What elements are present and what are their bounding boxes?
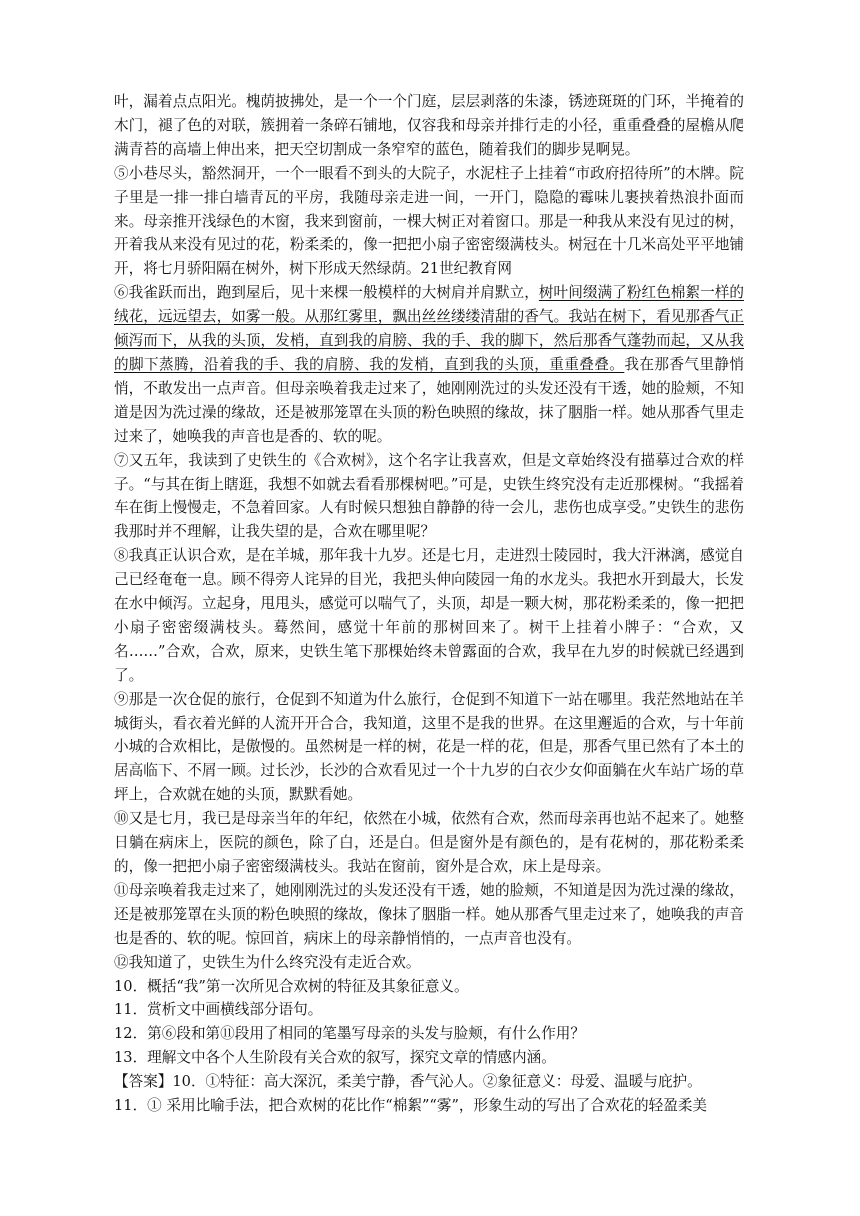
- paragraph-text: 13．理解文中各个人生阶段有关合欢的叙写，探究文章的情感内涵。: [114, 1049, 556, 1067]
- paragraph-q12: [114, 1022, 744, 1046]
- paragraph-p9: [114, 688, 744, 808]
- underlined-text: 树叶间缀满了粉红色棉絮一样的绒花，远远望去，如雾一般。从那红雾里，飘出丝丝缕缕清甜的香气。我站在树下，看见那香气正倾泻而下，从我的头顶，发梢，直到我的肩膀、我的手、我的脚下，然后那香气蓬勃而起，又从我的脚下蒸腾，沿着我的手、我的肩膀、我的发梢，直到我的头顶，重重叠叠。: [114, 284, 744, 373]
- paragraph-text: ⑥我雀跃而出，跑到屋后，见十来棵一般模样的大树肩并肩默立，: [114, 284, 539, 302]
- document-page: [114, 90, 744, 1118]
- paragraph-text: 10．概括“我”第一次所见合欢树的特征及其象征意义。: [114, 977, 469, 995]
- paragraph-text: ⑨那是一次仓促的旅行，仓促到不知道为什么旅行，仓促到不知道下一站在哪里。我茫然地站在羊城街头，看衣着光鲜的人流开开合合，我知道，这里不是我的世界。在这里邂逅的合欢，与十年前小城的合欢相比，是傲慢的。虽然树是一样的树，花是一样的花，但是，那香气里已然有了本土的居高临下、不屑一顾。过长沙，长沙的合欢看见过一个十九岁的白衣少女仰面躺在火车站广场的草坪上，合欢就在她的头顶，默默看她。: [114, 690, 744, 804]
- paragraph-q11: [114, 998, 744, 1022]
- paragraph-q10: [114, 975, 744, 999]
- paragraph-p11: [114, 879, 744, 951]
- paragraph-p4-tail: [114, 90, 744, 162]
- paragraph-text: 12．第⑥段和第⑪段用了相同的笔墨写母亲的头发与脸颊，有什么作用？: [114, 1025, 585, 1043]
- paragraph-p7: [114, 449, 744, 545]
- paragraph-ans10: [114, 1070, 744, 1094]
- paragraph-q13: [114, 1046, 744, 1070]
- paragraph-p6: [114, 281, 744, 448]
- paragraph-p8: [114, 544, 744, 687]
- paragraph-text: ⑪母亲唤着我走过来了，她刚刚洗过的头发还没有干透，她的脸颊，不知道是因为洗过澡的缘故，还是被那笼罩在头顶的粉色映照的缘故，像抹了胭脂一样。她从那香气里走过来了，她唤我的声音也是香的、软的呢。惊回首，病床上的母亲静悄悄的，一点声音也没有。: [114, 881, 744, 947]
- paragraph-p12: [114, 951, 744, 975]
- paragraph-text: 叶，漏着点点阳光。槐荫披拂处，是一个一个门庭，层层剥落的朱漆，锈迹斑斑的门环，半掩着的木门，褪了色的对联，簇拥着一条碎石铺地，仅容我和母亲并排行走的小径，重重叠叠的屋檐从爬满青苔的高墙上伸出来，把天空切割成一条窄窄的蓝色，随着我们的脚步晃啊晃。: [114, 93, 744, 158]
- paragraph-text: 我在那香气里静悄悄，不敢发出一点声音。但母亲唤着我走过来了，她刚刚洗过的头发还没有干透，她的脸颊，不知道是因为洗过澡的缘故，还是被那笼罩在头顶的粉色映照的缘故，抹了胭脂一样。她从那香气里走过来了，她唤我的声音也是香的、软的呢。: [114, 355, 744, 445]
- paragraph-p5: [114, 162, 744, 282]
- paragraph-text: ⑦又五年，我读到了史铁生的《合欢树》，这个名字让我喜欢，但是文章始终没有描摹过合欢的样子。“与其在街上瞎逛，我想不如就去看看那棵树吧。”可是，史铁生终究没有走近那棵树。“我摇着车在街上慢慢走，不急着回家。人有时候只想独自静静的待一会儿，悲伤也成享受。”史铁生的悲伤我那时并不理解，让我失望的是，合欢在哪里呢？: [114, 451, 744, 541]
- paragraph-text: ⑧我真正认识合欢，是在羊城，那年我十九岁。还是七月，走进烈士陵园时，我大汗淋漓，感觉自己已经奄奄一息。顾不得旁人诧异的目光，我把头伸向陵园一角的水龙头。我把水开到最大，长发在水中倾泻。立起身，甩甩头，感觉可以喘气了，头顶，却是一颗大树，那花粉柔柔的，像一把把小扇子密密缀满枝头。蓦然间，感觉十年前的那树回来了。树干上挂着小牌子：“合欢，又名……”合欢，合欢，原来，史铁生笔下那棵始终未曾露面的合欢，我早在九岁的时候就已经遇到了。: [114, 547, 744, 684]
- paragraph-ans11: [114, 1094, 744, 1118]
- paragraph-text: 11．① 采用比喻手法，把合欢树的花比作“棉絮”“雾”，形象生动的写出了合欢花的轻盈柔美: [114, 1097, 708, 1115]
- paragraph-text: ⑫我知道了，史铁生为什么终究没有走近合欢。: [114, 953, 421, 971]
- paragraph-text: 【答案】10．①特征：高大深沉，柔美宁静，香气沁人。②象征意义：母爱、温暖与庇护。: [114, 1073, 702, 1091]
- paragraph-text: ⑤小巷尽头，豁然洞开，一个一眼看不到头的大院子，水泥柱子上挂着“市政府招待所”的木牌。院子里是一排一排白墙青瓦的平房，我随母亲走进一间，一开门，隐隐的霉味儿裹挟着热浪扑面而来。母亲推开浅绿色的木窗，我来到窗前，一棵大树正对着窗口。那是一种我从来没有见过的树，开着我从来没有见过的花，粉柔柔的，像一把把小扇子密密缀满枝头。树冠在十几米高处平平地铺开，将七月骄阳隔在树外，树下形成天然绿荫。21世纪教育网: [114, 164, 744, 278]
- paragraph-text: 11．赏析文中画横线部分语句。: [114, 1001, 323, 1019]
- paragraph-text: ⑩又是七月，我已是母亲当年的年纪，依然在小城，依然有合欢，然而母亲再也站不起来了。她整日躺在病床上，医院的颜色，除了白，还是白。但是窗外是有颜色的，是有花树的，那花粉柔柔的，像一把把小扇子密密缀满枝头。我站在窗前，窗外是合欢，床上是母亲。: [114, 810, 744, 875]
- paragraph-p10: [114, 807, 744, 879]
